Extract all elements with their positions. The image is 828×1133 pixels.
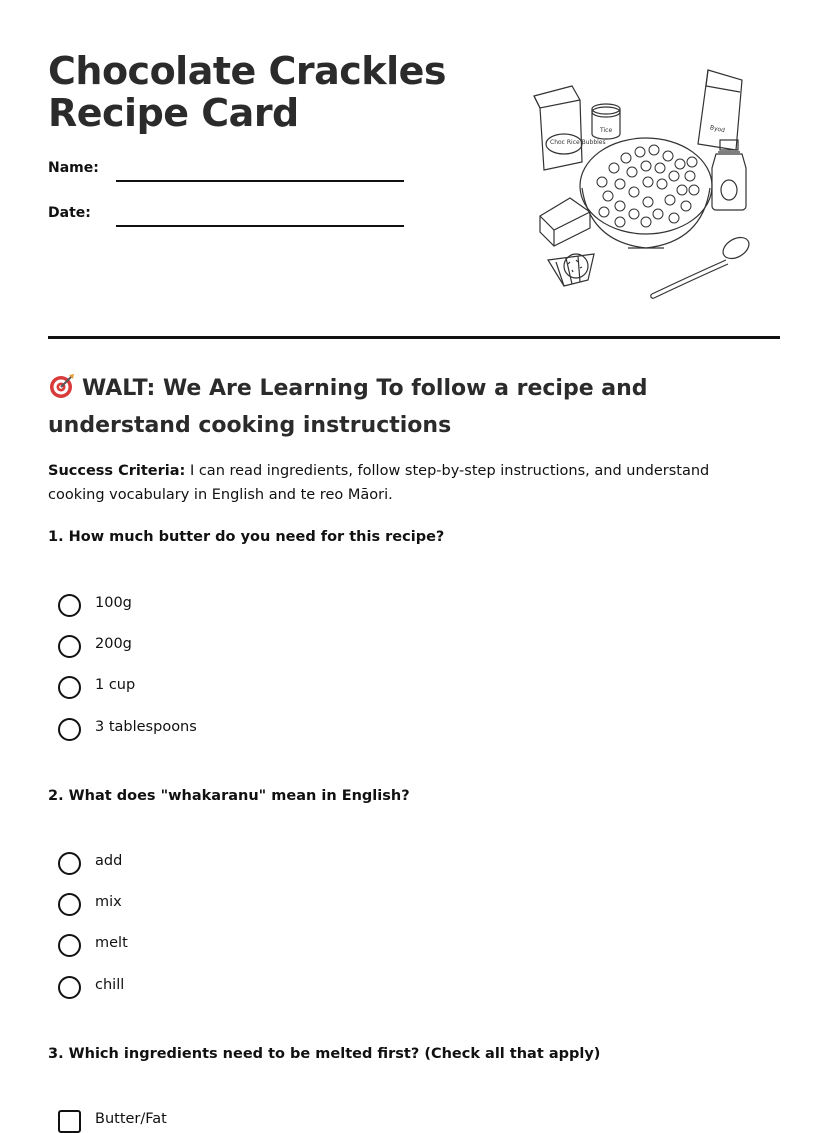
radio-button[interactable]	[58, 676, 81, 699]
radio-button[interactable]	[58, 718, 81, 741]
radio-button[interactable]	[58, 594, 81, 617]
date-field-row	[48, 205, 408, 235]
radio-button[interactable]	[58, 934, 81, 957]
date-label: Date:	[48, 205, 91, 221]
radio-button[interactable]	[58, 635, 81, 658]
q1-option-3[interactable]	[58, 676, 558, 702]
paper-bag-icon	[698, 70, 742, 150]
title-line-2: Recipe Card	[48, 91, 299, 135]
criteria-text: I can read ingredients, follow step-by-step instructions, and understand cooking vocabulary in English and te reo Māori.	[48, 463, 710, 503]
q1-option-2[interactable]	[58, 635, 558, 661]
option-label: 100g	[95, 595, 132, 611]
q3-option-1[interactable]	[58, 1110, 558, 1127]
butter-block-icon	[540, 198, 590, 246]
question-1: 1. How much butter do you need for this recipe?	[48, 529, 445, 545]
tin-label: Tice	[600, 127, 613, 134]
date-line[interactable]	[116, 225, 404, 227]
recipe-ingredients-illustration	[530, 64, 752, 302]
name-label: Name:	[48, 160, 99, 176]
name-line[interactable]	[116, 180, 404, 182]
walt-heading	[48, 370, 768, 444]
name-field-row	[48, 160, 408, 190]
criteria-label: Success Criteria:	[48, 463, 186, 479]
option-label: 3 tablespoons	[95, 719, 197, 735]
option-label: Butter/Fat	[95, 1111, 167, 1127]
checkbox[interactable]	[58, 1110, 81, 1133]
choc-label: Choc Rice Bubbles	[550, 139, 606, 146]
q2-option-4[interactable]	[58, 976, 558, 1002]
header-divider	[48, 336, 780, 339]
option-label: add	[95, 853, 123, 869]
cereal-box-icon	[534, 86, 606, 170]
bottle-icon	[712, 140, 746, 210]
bag-label: Byod	[709, 124, 726, 135]
q2-option-2[interactable]	[58, 893, 558, 919]
q1-option-4[interactable]	[58, 718, 558, 744]
radio-button[interactable]	[58, 893, 81, 916]
question-3: 3. Which ingredients need to be melted first? (Check all that apply)	[48, 1046, 601, 1062]
target-dart-icon	[48, 372, 76, 400]
success-criteria	[48, 459, 748, 507]
radio-button[interactable]	[58, 976, 81, 999]
option-label: 1 cup	[95, 677, 136, 693]
q1-option-1[interactable]	[58, 594, 558, 620]
page-title	[48, 50, 468, 134]
tin-icon	[592, 104, 620, 139]
option-label: chill	[95, 977, 125, 993]
question-2: 2. What does "whakaranu" mean in English?	[48, 788, 410, 804]
option-label: mix	[95, 894, 122, 910]
radio-button[interactable]	[58, 852, 81, 875]
q2-option-3[interactable]	[58, 934, 558, 960]
option-label: 200g	[95, 636, 132, 652]
bowl-icon	[580, 138, 712, 248]
q2-option-1[interactable]	[58, 852, 558, 878]
walt-text: WALT: We Are Learning To follow a recipe and understand cooking instructions	[48, 376, 648, 438]
option-label: melt	[95, 935, 128, 951]
spoon-icon	[651, 233, 753, 298]
chocolate-crackle-cup-icon	[548, 254, 594, 286]
title-line-1: Chocolate Crackles	[48, 49, 446, 93]
